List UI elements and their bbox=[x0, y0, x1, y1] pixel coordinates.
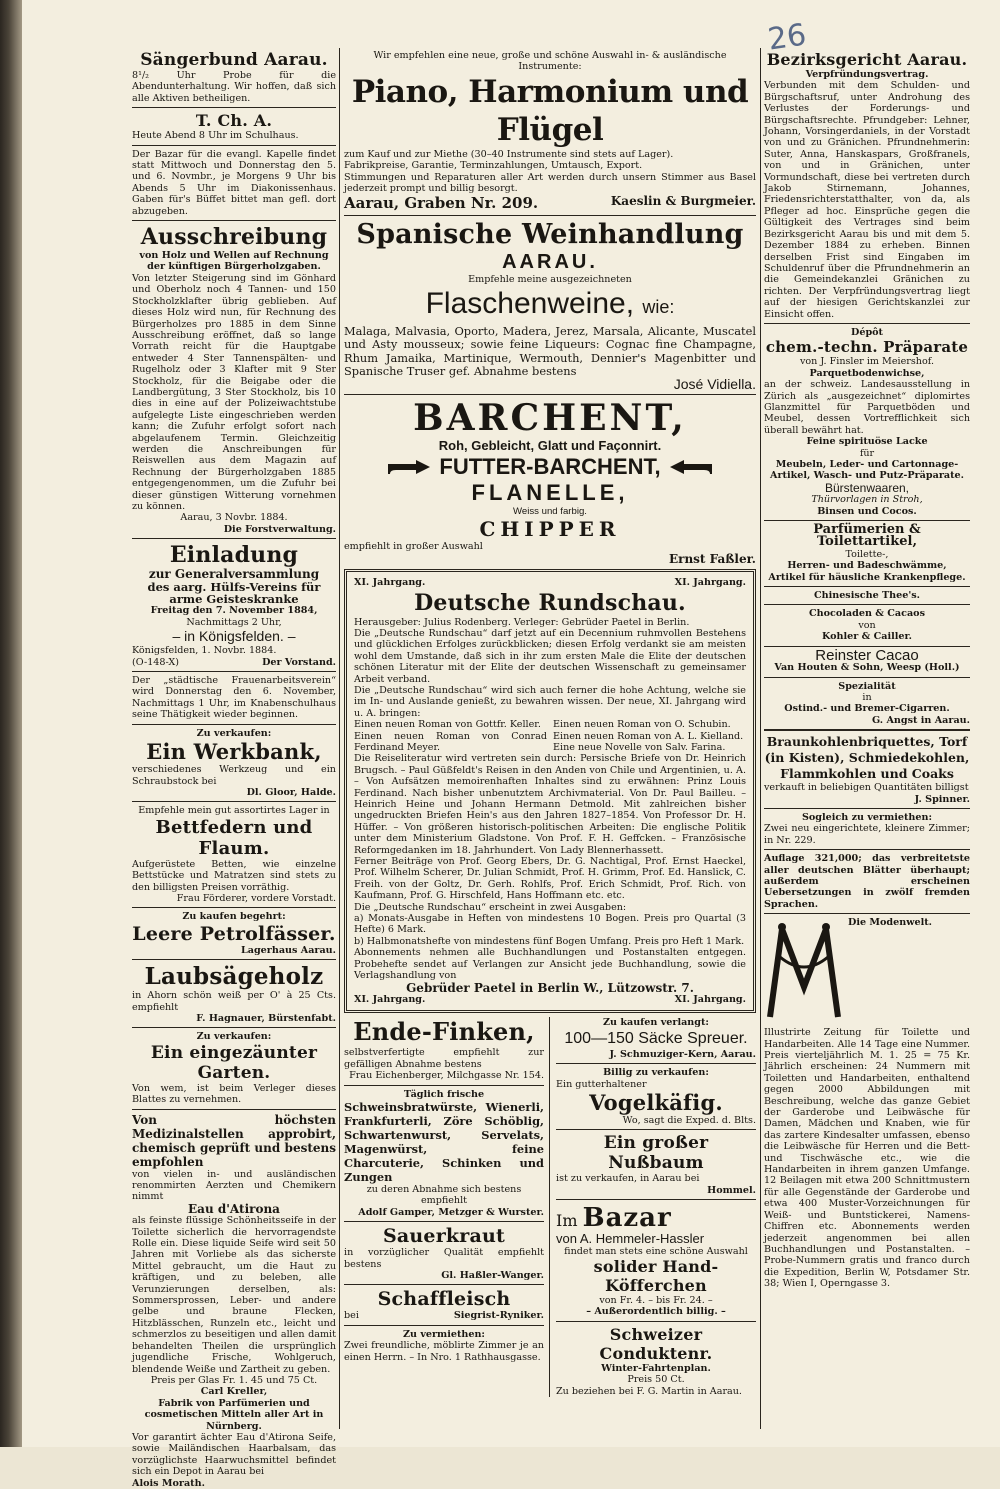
rundschau-text: Die „Deutsche Rundschau“ erscheint in zwei Ausgaben: bbox=[354, 901, 627, 913]
column-rule bbox=[760, 48, 761, 1429]
ad-kicker: Billig zu verkaufen: bbox=[603, 1067, 709, 1079]
ad-product: FUTTER-BARCHENT, bbox=[439, 453, 661, 479]
ad-line: von J. Finsler im Meiershof. bbox=[799, 356, 935, 368]
ad-line: Spezialität bbox=[838, 680, 896, 692]
ad-im: Im bbox=[556, 1211, 578, 1231]
ad-line: Chocoladen & Cacaos bbox=[809, 608, 925, 620]
ad-title: Vogelkäfig. bbox=[589, 1089, 723, 1115]
ad-title: Ein eingezäunter Garten. bbox=[150, 1042, 318, 1083]
ad-product: CHIPPER bbox=[479, 517, 621, 542]
rundschau-jahrgang: XI. Jahrgang. bbox=[354, 577, 426, 589]
ad-kicker: Täglich frische bbox=[403, 1088, 485, 1100]
ad-body: Verbunden mit dem Schulden- und Bürgschaftsruf, unter Androhung des Verlustes der Forderungs- und Bürgschaftsrechte. Pfrundgeber: Lehner, Johann, Vorsingerdaniels, in der Vorstadt von und zu Gränichen. Pfrundnehmerin: Suter, Anna, Hanskaspars, Großfranels, von und in Gränichen, unter Vormundschaft, diese bei vertreten durch Jakob Stirnemann, Johannes, Friedensrichterstatthalter, von da, als Pfleger ad hoc. Einsprüche gegen die Gültigkeit des Vertrages sind beim Bezirksgericht Aarau bis und mit dem 5. Dezember 1884 zu erheben. Binnen derselben Frist sind Eingaben im Schuldenruf über die Pfrundnehmerin an die Gemeindekanzlei Gränichen zu richten. Der Verpfründungsvertrag liegt auf der hiesigen Gerichtskanzlei zur Einsicht offen. bbox=[764, 80, 970, 320]
ad-kicker: Zu verkaufen: bbox=[196, 727, 272, 739]
ad-title: Leere Petrolfässer. bbox=[132, 922, 336, 945]
rundschau-text: Die „Deutsche Rundschau“ wird sich auch ferner die hohe Achtung, welche sie im In- und Auslande genießt, zu bewahren wissen. Der neue, XI. Jahrgang wird u. A. bringen: bbox=[354, 684, 746, 719]
column-rule bbox=[339, 48, 340, 1429]
rundschau-text: Die Reiseliteratur wird vertreten sein durch: Persische Briefe von Dr. Heinrich Brugsch. – Paul Güßfeldt's Reisen in den Anden von Chile und Argentinien, u. A. – Von Aufsätzen memoirenhaften Inhaltes sind zu erwähnen: Prinz Louis Ferdinand. Nach bisher unbenutztem Archivmaterial. Von Dr. Paul Bailleu. – Heinrich Heine und Johann Hermann Detmold. Mit zahlreichen bisher ungedruckten Briefen Hein's aus den Jahren 1827–1854. Von Professor Dr. H. Hüffer. – Von größeren historisch-politischen Arbeiten: Die englische Politik unter dem Ministerium Gladstone. Von Prof. F. H. Geffcken. – Französische Reformgedanken im 18. Jahrhundert. Von Lady Blennerhassett. bbox=[354, 753, 746, 856]
ad-title: Ein großer Nußbaum bbox=[603, 1133, 709, 1174]
rundschau-novel: Einen neuen Roman von O. Schubin. bbox=[553, 719, 731, 731]
ad-signature: Wo, sagt die Exped. d. Blts. bbox=[622, 1114, 756, 1126]
ad-line: Ostind.- und Bremer-Cigarren. bbox=[784, 703, 950, 715]
ad-body: Schweinsbratwürste, Wienerli, Frankfurterli, Zöre Schöblig, Schwartenwurst, Servelats, Magenwürst, feine Charcuterie, Schinken und Zungen bbox=[344, 1099, 544, 1184]
ad-body: in vorzüglicher Qualität empfiehlt bestens bbox=[344, 1247, 544, 1270]
ad-code: (O-148-X) bbox=[132, 656, 179, 668]
ad-title: Bazar bbox=[582, 1203, 672, 1234]
pointing-hand-icon bbox=[386, 456, 434, 478]
ad-bei: bei bbox=[344, 1310, 359, 1322]
ad-kicker: Verpfründungsvertrag. bbox=[805, 69, 929, 80]
ad-signature: F. Hagnauer, Bürstenfabt. bbox=[196, 1012, 336, 1024]
ad-body: selbstverfertigte empfiehlt zur gefälligen Abnahme bestens bbox=[344, 1047, 544, 1070]
handwritten-page-number: 26 bbox=[765, 17, 809, 58]
ad-title: Sauerkraut bbox=[382, 1225, 506, 1248]
ad-line: Chinesische Thee's. bbox=[813, 590, 921, 602]
ad-body: verkauft in beliebigen Quantitäten billigst bbox=[764, 782, 969, 794]
ad-maker-desc: Fabrik von Parfümerien und cosmetischen Mitteln aller Art in Nürnberg. bbox=[144, 1397, 324, 1432]
ad-signature: J. Schmuziger-Kern, Aarau. bbox=[609, 1048, 756, 1060]
rundschau-novel: Einen neuen Roman von Gottfr. Keller. bbox=[354, 719, 541, 731]
ad-body: Illustrirte Zeitung für Toilette und Handarbeiten. Alle 14 Tage eine Nummer. Preis vierteljährlich M. 1. 25 = 75 Kr. Jährlich erscheinen: 24 Nummern mit Toiletten und Handarbeiten, enthaltend gegen 2000 Abbildungen mit Beschreibung, welche das ganze Gebiet der Garderobe und Leibwäsche für Damen, Mädchen und Knaben, wie für das zartere Kindesalter umfassen, ebenso die Leibwäsche für Herren und die Bett- und Tischwäsche etc., wie die Handarbeiten in ihrem ganzen Umfange. 12 Beilagen mit etwa 200 Schnittmustern für alle Gegenstände der Garderobe und etwa 400 Muster-Vorzeichnungen für Weiß- und Buntstickerei, Namens-Chiffren etc. Abonnements werden jederzeit angenommen bei allen Buchhandlungen und Postanstalten. – Probe-Nummern gratis und franco durch die Expedition, Berlin W, Potsdamer Str. 38; Wien I, Operngasse 3. bbox=[764, 1027, 970, 1290]
ad-signature: Ernst Faßler. bbox=[668, 551, 756, 566]
subcolumn-right bbox=[556, 1017, 756, 1397]
ad-line: Bürstenwaaren, bbox=[824, 480, 910, 495]
ad-price: von Fr. 4. – bis Fr. 24. – bbox=[599, 1294, 713, 1306]
ad-body: Heute Abend 8 Uhr im Schulhaus. bbox=[132, 130, 299, 142]
ad-title: Spanische Weinhandlung bbox=[356, 219, 744, 251]
rundschau-jahrgang: XI. Jahrgang. bbox=[674, 993, 746, 1005]
ad-body: an der schweiz. Landesausstellung in Zürich als „ausgezeichnet“ diplomirtes Glanzmittel für Parquetböden und Meubel, dessen Vortrefflichkeit sich überall bewährt hat. bbox=[764, 379, 970, 436]
ad-kicker: Zu kaufen begehrt: bbox=[182, 911, 286, 923]
ad-title: Die Modenwelt. bbox=[848, 917, 932, 929]
rundschau-jahrgang: XI. Jahrgang. bbox=[354, 993, 426, 1005]
ad-title: Laubsägeholz bbox=[144, 963, 324, 991]
rundschau-text: b) Halbmonatshefte von mindestens fünf Bogen Umfang. Preis pro Heft 1 Mark. bbox=[354, 935, 745, 947]
ad-intro: Wir empfehlen eine neue, große und schöne Auswahl in- & ausländische Instrumente: bbox=[373, 50, 727, 73]
ad-title: Sängerbund Aarau. bbox=[140, 50, 328, 70]
ad-signature: G. Angst in Aarau. bbox=[871, 714, 970, 726]
rundschau-address: Gebrüder Paetel in Berlin W., Lützowstr. 7. bbox=[406, 980, 694, 995]
ad-subtitle: von Holz und Wellen auf Rechnung der künftigen Bürgerholzgaben. bbox=[139, 250, 329, 273]
ad-title: Schaffleisch bbox=[377, 1288, 511, 1311]
ad-kicker: Zu kaufen verlangt: bbox=[603, 1017, 709, 1029]
ad-line: Nachmittags 2 Uhr, bbox=[186, 616, 282, 628]
ad-body: Zu beziehen bei F. G. Martin in Aarau. bbox=[556, 1385, 742, 1397]
ad-body: von vielen in- und ausländischen renommirten Aerzten und Chemikern nimmt bbox=[132, 1168, 336, 1203]
ad-signature: Alois Morath. bbox=[132, 1477, 205, 1489]
ad-line: Reinster Cacao bbox=[815, 646, 919, 664]
ad-signature: Frau Förderer, vordere Vorstadt. bbox=[176, 892, 336, 904]
ad-line: Binsen und Cocos. bbox=[817, 505, 917, 517]
ad-title: Von höchsten Medizinalstellen approbirt, chemisch geprüft und bestens empfohlen bbox=[132, 1112, 336, 1169]
ad-line: Thürvorlagen in Stroh, bbox=[811, 494, 923, 506]
ad-line: Toilette-, bbox=[845, 548, 889, 560]
ad-title: Bezirksgericht Aarau. bbox=[766, 50, 968, 69]
ad-body: Zwei neu eingerichtete, kleinere Zimmer; in Nr. 229. bbox=[764, 823, 970, 846]
page-binding bbox=[0, 0, 22, 1447]
rundschau-novel: Eine neue Novelle von Salv. Farina. bbox=[553, 741, 726, 753]
ad-intro: Empfehle mein gut assortirtes Lager in bbox=[138, 805, 330, 817]
ad-city: AARAU. bbox=[502, 251, 598, 274]
ad-line: in bbox=[862, 691, 872, 703]
ad-signature: José Vidiella. bbox=[673, 376, 756, 393]
ad-body: findet man stets eine schöne Auswahl bbox=[564, 1245, 748, 1257]
ad-signature: J. Spinner. bbox=[914, 793, 970, 805]
ad-body: Vor garantirt ächter Eau d'Atirona Seife, sowie Mailändischen Haarbalsam, das vorzüglichste Haarwuchsmittel befindet sich ein Depot in Aarau bei bbox=[132, 1431, 336, 1478]
subcolumn-left bbox=[344, 1017, 550, 1397]
ad-body: 8¹/₂ Uhr Probe für die Abendunterhaltung. Wir hoffen, daß sich alle Aktiven betheiligen. bbox=[132, 70, 336, 104]
ad-title: BARCHENT, bbox=[413, 396, 687, 439]
ad-signature: Adolf Gamper, Metzger & Wurster. bbox=[358, 1206, 544, 1218]
ad-title: 100—150 Säcke Spreuer. bbox=[564, 1029, 748, 1047]
ad-signature: Die Forstverwaltung. bbox=[223, 523, 336, 535]
ad-signature: Kaeslin & Burgmeier. bbox=[610, 194, 756, 209]
column-left bbox=[132, 50, 336, 1489]
ad-price: Preis per Glas Fr. 1. 45 und 75 Ct. bbox=[150, 1374, 318, 1386]
ad-sub: Weiss und farbig. bbox=[513, 505, 587, 517]
ad-address: Aarau, Graben Nr. 209. bbox=[344, 194, 539, 213]
ad-maker: Carl Kreller, bbox=[200, 1386, 268, 1398]
ad-line: – in Königsfelden. – bbox=[172, 628, 296, 645]
rundschau-box bbox=[344, 569, 756, 1013]
rundschau-text: Abonnements nehmen alle Buchhandlungen und Postanstalten entgegen. Probehefte sendet auf Verlangen zur Ansicht jede Buchhandlung, sowie die Verlagshandlung von bbox=[354, 947, 746, 982]
ad-date: Königsfelden, 1. Novbr. 1884. bbox=[132, 645, 277, 657]
ad-price: Preis 50 Ct. bbox=[627, 1374, 685, 1386]
ad-body: Von wem, ist beim Verleger dieses Blattes zu vernehmen. bbox=[132, 1082, 336, 1106]
ad-body: Der Bazar für die evangl. Kapelle findet statt Mittwoch und Donnerstag den 5. und 6. Novmbr., je Morgens 9 Uhr bis Abends 5 Uhr im Diakonissenhaus. Gaben für's Büffet bittet man gefl. dort abzugeben. bbox=[132, 148, 336, 217]
ad-line: Fabrikpreise, Garantie, Terminzahlungen, Umtausch, Export. bbox=[344, 160, 643, 172]
ad-signature: Der Vorstand. bbox=[262, 656, 336, 668]
ad-body: Von letzter Steigerung sind im Gönhard und Oberholz noch 4 Tannen- und 150 Stockholzklafter übrig geblieben. Auf dieses Holz wird nun, für Rechnung des Bürgerholzes pro 1885 in dem Sinne Ausschreibung eröffnet, daß so lange Vorrath reicht für die Hauptgabe entweder 4 Ster Tannenspälten- und Rugelholz oder 3 Klafter mit 9 Ster Stockholz, für die Beigabe oder die Landbergütung, 3 Ster Stockholz, bis 10 dies in eine auf der Polizeiwachtstube aufgelegte Liste eingeschrieben werden kann; die Zufuhr erfolgt sofort nach abgelaufenem Termin. Gleichzeitig werden die Anschreibungen für Reiswellen aus dem Magazin auf Rechnung der Bürgerholzgaben 1885 entgegengenommen, um die Zufuhr bei dieser günstigen Witterung vornehmen zu können. bbox=[132, 272, 336, 512]
rundschau-text: a) Monats-Ausgabe in Heften von mindestens 10 Bogen. Preis pro Quartal (3 Hefte) 6 Mark. bbox=[354, 913, 746, 936]
ad-intro: Empfehle meine ausgezeichneten bbox=[468, 274, 632, 286]
ad-signature: Hommel. bbox=[707, 1184, 756, 1196]
ad-body: ist zu verkaufen, in Aarau bei bbox=[556, 1173, 700, 1185]
rundschau-novel: Einen neuen Roman von Conrad Ferdinand Meyer. bbox=[354, 730, 547, 753]
ad-sub: von A. Hemmeler-Hassler bbox=[556, 1231, 705, 1247]
ad-line: Parfümerien & Toilettartikel, bbox=[813, 522, 921, 550]
ad-body: als feinste flüssige Schönheitsseife in der Toilette sicherlich die hervorragendste Rolle ein. Diese liquide Seife wird seit 50 Jahren mit Vorliebe als das sicherste Mittel gebraucht, um die Haut zu kräftigen, und zu beleben, alle Verunzierungen derselben, als: Sommersprossen, Leber- und andere gelbe und braune Flecken, Hitzblässchen, Runzeln etc., leicht und schmerzlos zu beseitigen und allen damit behandelten Theilen die ursprünglich jugendliche Frische, Wohlgeruch, blendende Weiße und Zartheit zu geben. bbox=[132, 1215, 336, 1375]
ad-body: zu deren Abnahme sich bestens empfiehlt bbox=[366, 1183, 522, 1207]
ad-product: Eau d'Atirona bbox=[188, 1201, 280, 1216]
ad-kicker: Zu vermiethen: bbox=[403, 1328, 485, 1340]
ad-line: Parquetbodenwichse, bbox=[809, 367, 925, 379]
ad-kicker: Zu verkaufen: bbox=[196, 1031, 272, 1043]
ad-title: T. Ch. A. bbox=[195, 111, 273, 131]
ad-body: Der „städtische Frauenarbeitsverein“ wird Donnerstag den 6. November, Nachmittags 1 Uhr, im Knabenschulhaus seine Thätigkeit wieder beginnen. bbox=[132, 675, 336, 721]
ad-product: solider Hand-Köfferchen bbox=[593, 1256, 719, 1295]
ad-signature: Frau Eichenberger, Milchgasse Nr. 154. bbox=[349, 1070, 544, 1082]
ad-line: Feine spirituöse Lacke bbox=[806, 436, 928, 448]
ad-title: Ende-Finken, bbox=[353, 1017, 535, 1047]
ad-title: Piano, Harmonium und Flügel bbox=[351, 73, 749, 148]
ad-sub: Winter-Fahrtenplan. bbox=[601, 1362, 711, 1374]
ad-title: chem.-techn. Präparate bbox=[765, 338, 969, 357]
ad-signature: Dl. Gloor, Halde. bbox=[246, 786, 336, 798]
ad-line: Artikel für häusliche Krankenpflege. bbox=[768, 571, 966, 583]
rundschau-novel: Einen neuen Roman von A. L. Kielland. bbox=[553, 730, 744, 742]
ad-title: Braunkohlenbriquettes, Torf (in Kisten), Schmiedekohlen, Flammkohlen und Coaks bbox=[764, 734, 970, 782]
ad-title: Ein Werkbank, bbox=[146, 739, 322, 765]
ad-body: Aufgerüstete Betten, wie einzelne Bettstücke und Matratzen sind stets zu den billigsten Preisen vorräthig. bbox=[132, 858, 336, 893]
ad-kicker: Dépôt bbox=[851, 326, 883, 338]
rundschau-jahrgang: XI. Jahrgang. bbox=[674, 577, 746, 589]
pointing-hand-icon bbox=[666, 456, 714, 478]
ad-kicker: Sogleich zu vermiethen: bbox=[801, 811, 932, 823]
ad-product: Flaschenweine, bbox=[425, 286, 635, 320]
ad-line: Van Houten & Sohn, Weesp (Holl.) bbox=[774, 662, 960, 674]
ad-signature: Gl. Haßler-Wanger. bbox=[441, 1269, 544, 1281]
ad-signature: Lagerhaus Aarau. bbox=[241, 944, 336, 956]
ad-line: zur Generalversammlung bbox=[148, 567, 320, 582]
ad-title: Schweizer Conduktenr. bbox=[599, 1324, 713, 1363]
ad-title: Deutsche Rundschau. bbox=[414, 589, 686, 616]
ad-line: Meubeln, Leder- und Cartonnage-Artikel, Wasch- und Putz-Präparate. bbox=[770, 459, 964, 482]
ad-signature: Siegrist-Ryniker. bbox=[453, 1310, 544, 1322]
ad-body: Malaga, Malvasia, Oporto, Madera, Jerez, Marsala, Alicante, Muscatel und Asty mousseux; sowie feine Liqueurs: Cognac fine Champagne, Rhum Jamaika, Martinique, Wermouth, Dennier's Magenbitter und Spanische Truser gef. Abnahme bestens bbox=[344, 323, 756, 379]
ad-line: Herren- und Badeschwämme, bbox=[787, 560, 947, 572]
ad-line: zum Kauf und zur Miethe (30–40 Instrumente sind stets auf Lager). bbox=[344, 148, 674, 160]
ad-line: Stimmungen und Reparaturen aller Art werden durch unsern Stimmer aus Basel jederzeit prompt und billig besorgt. bbox=[344, 171, 756, 195]
ad-line: von bbox=[858, 619, 876, 631]
ad-line: Freitag den 7. November 1884, bbox=[150, 605, 318, 617]
ad-body: Zwei freundliche, möblirte Zimmer je an einen Herrn. – In Nro. 1 Rathhausgasse. bbox=[344, 1340, 544, 1363]
ad-title: Ausschreibung bbox=[140, 224, 328, 251]
rundschau-text: Die „Deutsche Rundschau“ darf jetzt auf ein Decennium ruhmvollen Bestehens und glücklichen Erfolges zurückblicken; diesen Erfolg verdankt sie am meisten wohl dem Umstande, daß sich in ihr zum ersten Male die Elite der deutschen schönen Literatur mit der Elite der deutschen Wissenschaft zu gemeinsamer Arbeit verband. bbox=[354, 627, 746, 685]
ad-product: FLANELLE, bbox=[471, 479, 629, 505]
ad-title: Bettfedern und Flaum. bbox=[155, 816, 313, 859]
ad-line: für bbox=[859, 447, 875, 459]
ad-body: in Ahorn schön weiß per O' à 25 Cts. empfiehlt bbox=[132, 990, 336, 1013]
ad-line: Kohler & Cailler. bbox=[821, 631, 913, 643]
ad-sub: Roh, Gebleicht, Glatt und Façonnirt. bbox=[438, 437, 662, 453]
ad-body: empfiehlt in großer Auswahl bbox=[344, 541, 483, 553]
rundschau-text: Ferner Beiträge von Prof. Georg Ebers, Dr. G. Nachtigal, Prof. Ernst Haeckel, Prof. Wilhelm Scherer, Dr. Julian Schmidt, Prof. H. Grimm, Prof. Ed. Hanslick, C. Freih. von der Goltz, Dr. Gerh. Rohlfs, Prof. Erich Schmidt, Prof. Rich. von Kaufmann, Prof. G. Hirschfeld, Hans Hoffmann etc. etc. bbox=[354, 856, 746, 902]
ad-intro: Ein gutterhaltener bbox=[556, 1078, 647, 1090]
ad-body: Auflage 321,000; das verbreitetste aller deutschen Blätter überhaupt; außerdem erscheinen Uebersetzungen in zwölf fremden Sprachen. bbox=[764, 853, 970, 910]
ad-tail: – Außerordentlich billig. – bbox=[586, 1306, 726, 1318]
ad-line: des aarg. Hülfs-Vereins für arme Geisteskranke bbox=[147, 579, 321, 607]
column-middle bbox=[344, 50, 756, 1397]
column-right bbox=[764, 50, 970, 1290]
ad-body: verschiedenes Werkzeug und ein Schraubstock bei bbox=[132, 764, 336, 787]
rundschau-editors: Herausgeber: Julius Rodenberg. Verleger: Gebrüder Paetel in Berlin. bbox=[354, 616, 690, 628]
ad-date: Aarau, 3 Novbr. 1884. bbox=[180, 512, 288, 524]
ad-title: Einladung bbox=[169, 542, 299, 569]
ad-wie: wie: bbox=[642, 296, 675, 317]
modenwelt-logo-icon bbox=[764, 917, 844, 1027]
